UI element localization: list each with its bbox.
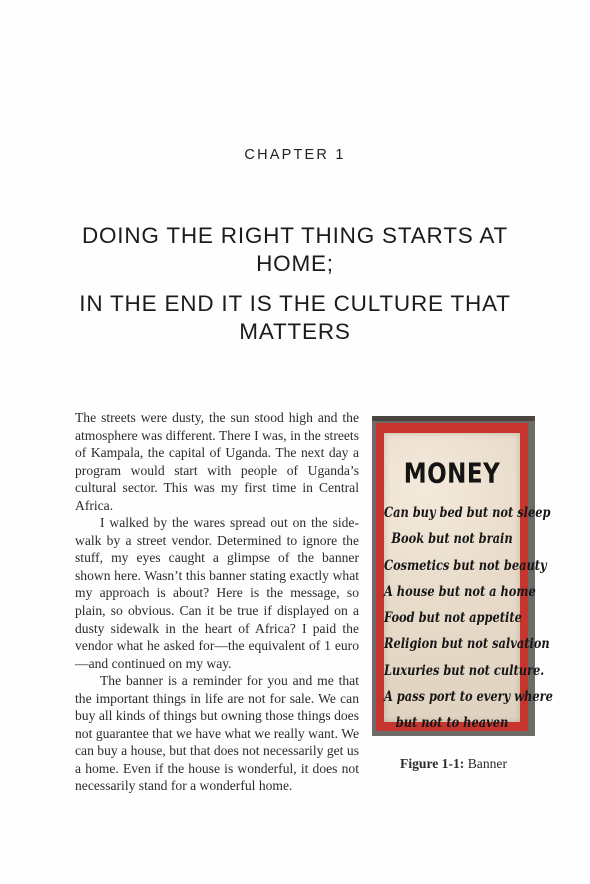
banner-rod (372, 416, 535, 421)
banner-line: Luxuries but not culture. (384, 661, 545, 679)
figure-caption-text: Banner (464, 756, 507, 771)
banner-red-border (376, 423, 553, 731)
banner-line: Cosmetics but not beauty (384, 556, 547, 573)
banner-line: A house but not a home (384, 582, 536, 600)
figure-caption-label: Figure 1-1: (400, 756, 465, 771)
banner-line: Food but not appetite (384, 608, 522, 626)
chapter-label: CHAPTER 1 (244, 147, 346, 163)
chapter-title (60, 222, 530, 346)
banner-line: Religion but not salvation (384, 635, 550, 652)
banner-photo (372, 416, 553, 736)
banner-line: Can buy bed but not sleep (384, 503, 551, 521)
paragraph-1: The streets were dusty, the sun stood high and the atmosphere was different. There I was, in the streets of Kampala, the capital of Uganda. The next day a program would start with people of Uganda’s cultural sector. This was my first time in Central Africa. (75, 410, 359, 513)
banner-line: Book but not brain (391, 529, 513, 547)
paragraph-2: I walked by the wares spread out on the sidewalk by a street vendor. Determined to ignore the stuff, my eyes caught a glimpse of the banner shown here. Wasn’t this banner stating exactly what my approach is about? Here is the message, so plain, so obvious. Can it be true if displayed on a dusty sidewalk in the heart of Africa? I paid the vendor what he asked for—the equivalent of 1 euro—and continued on my way. (75, 515, 359, 671)
paragraph-3: The banner is a reminder for you and me that the important things in life are not for sale. We can buy all kinds of things but owning those things does not guarantee that we have what we really want. We can buy a house, but that does not necessarily get us a home. Even if the house is wonderful, it does not necessarily stand for a wonderful home. (75, 673, 359, 794)
banner-cloth (384, 433, 553, 731)
banner-line: A pass port to every where (384, 687, 553, 705)
chapter-title-line-1: DOING THE RIGHT THING STARTS AT HOME; (81, 223, 509, 276)
banner-lines (384, 499, 553, 736)
figure-caption (372, 756, 535, 772)
banner-line: but not to heaven (395, 713, 509, 731)
body-text (75, 409, 359, 795)
banner-heading: MONEY (403, 458, 501, 490)
figure-banner (372, 416, 553, 772)
chapter-title-line-2: IN THE END IT IS THE CULTURE THAT MATTERS (79, 291, 511, 344)
